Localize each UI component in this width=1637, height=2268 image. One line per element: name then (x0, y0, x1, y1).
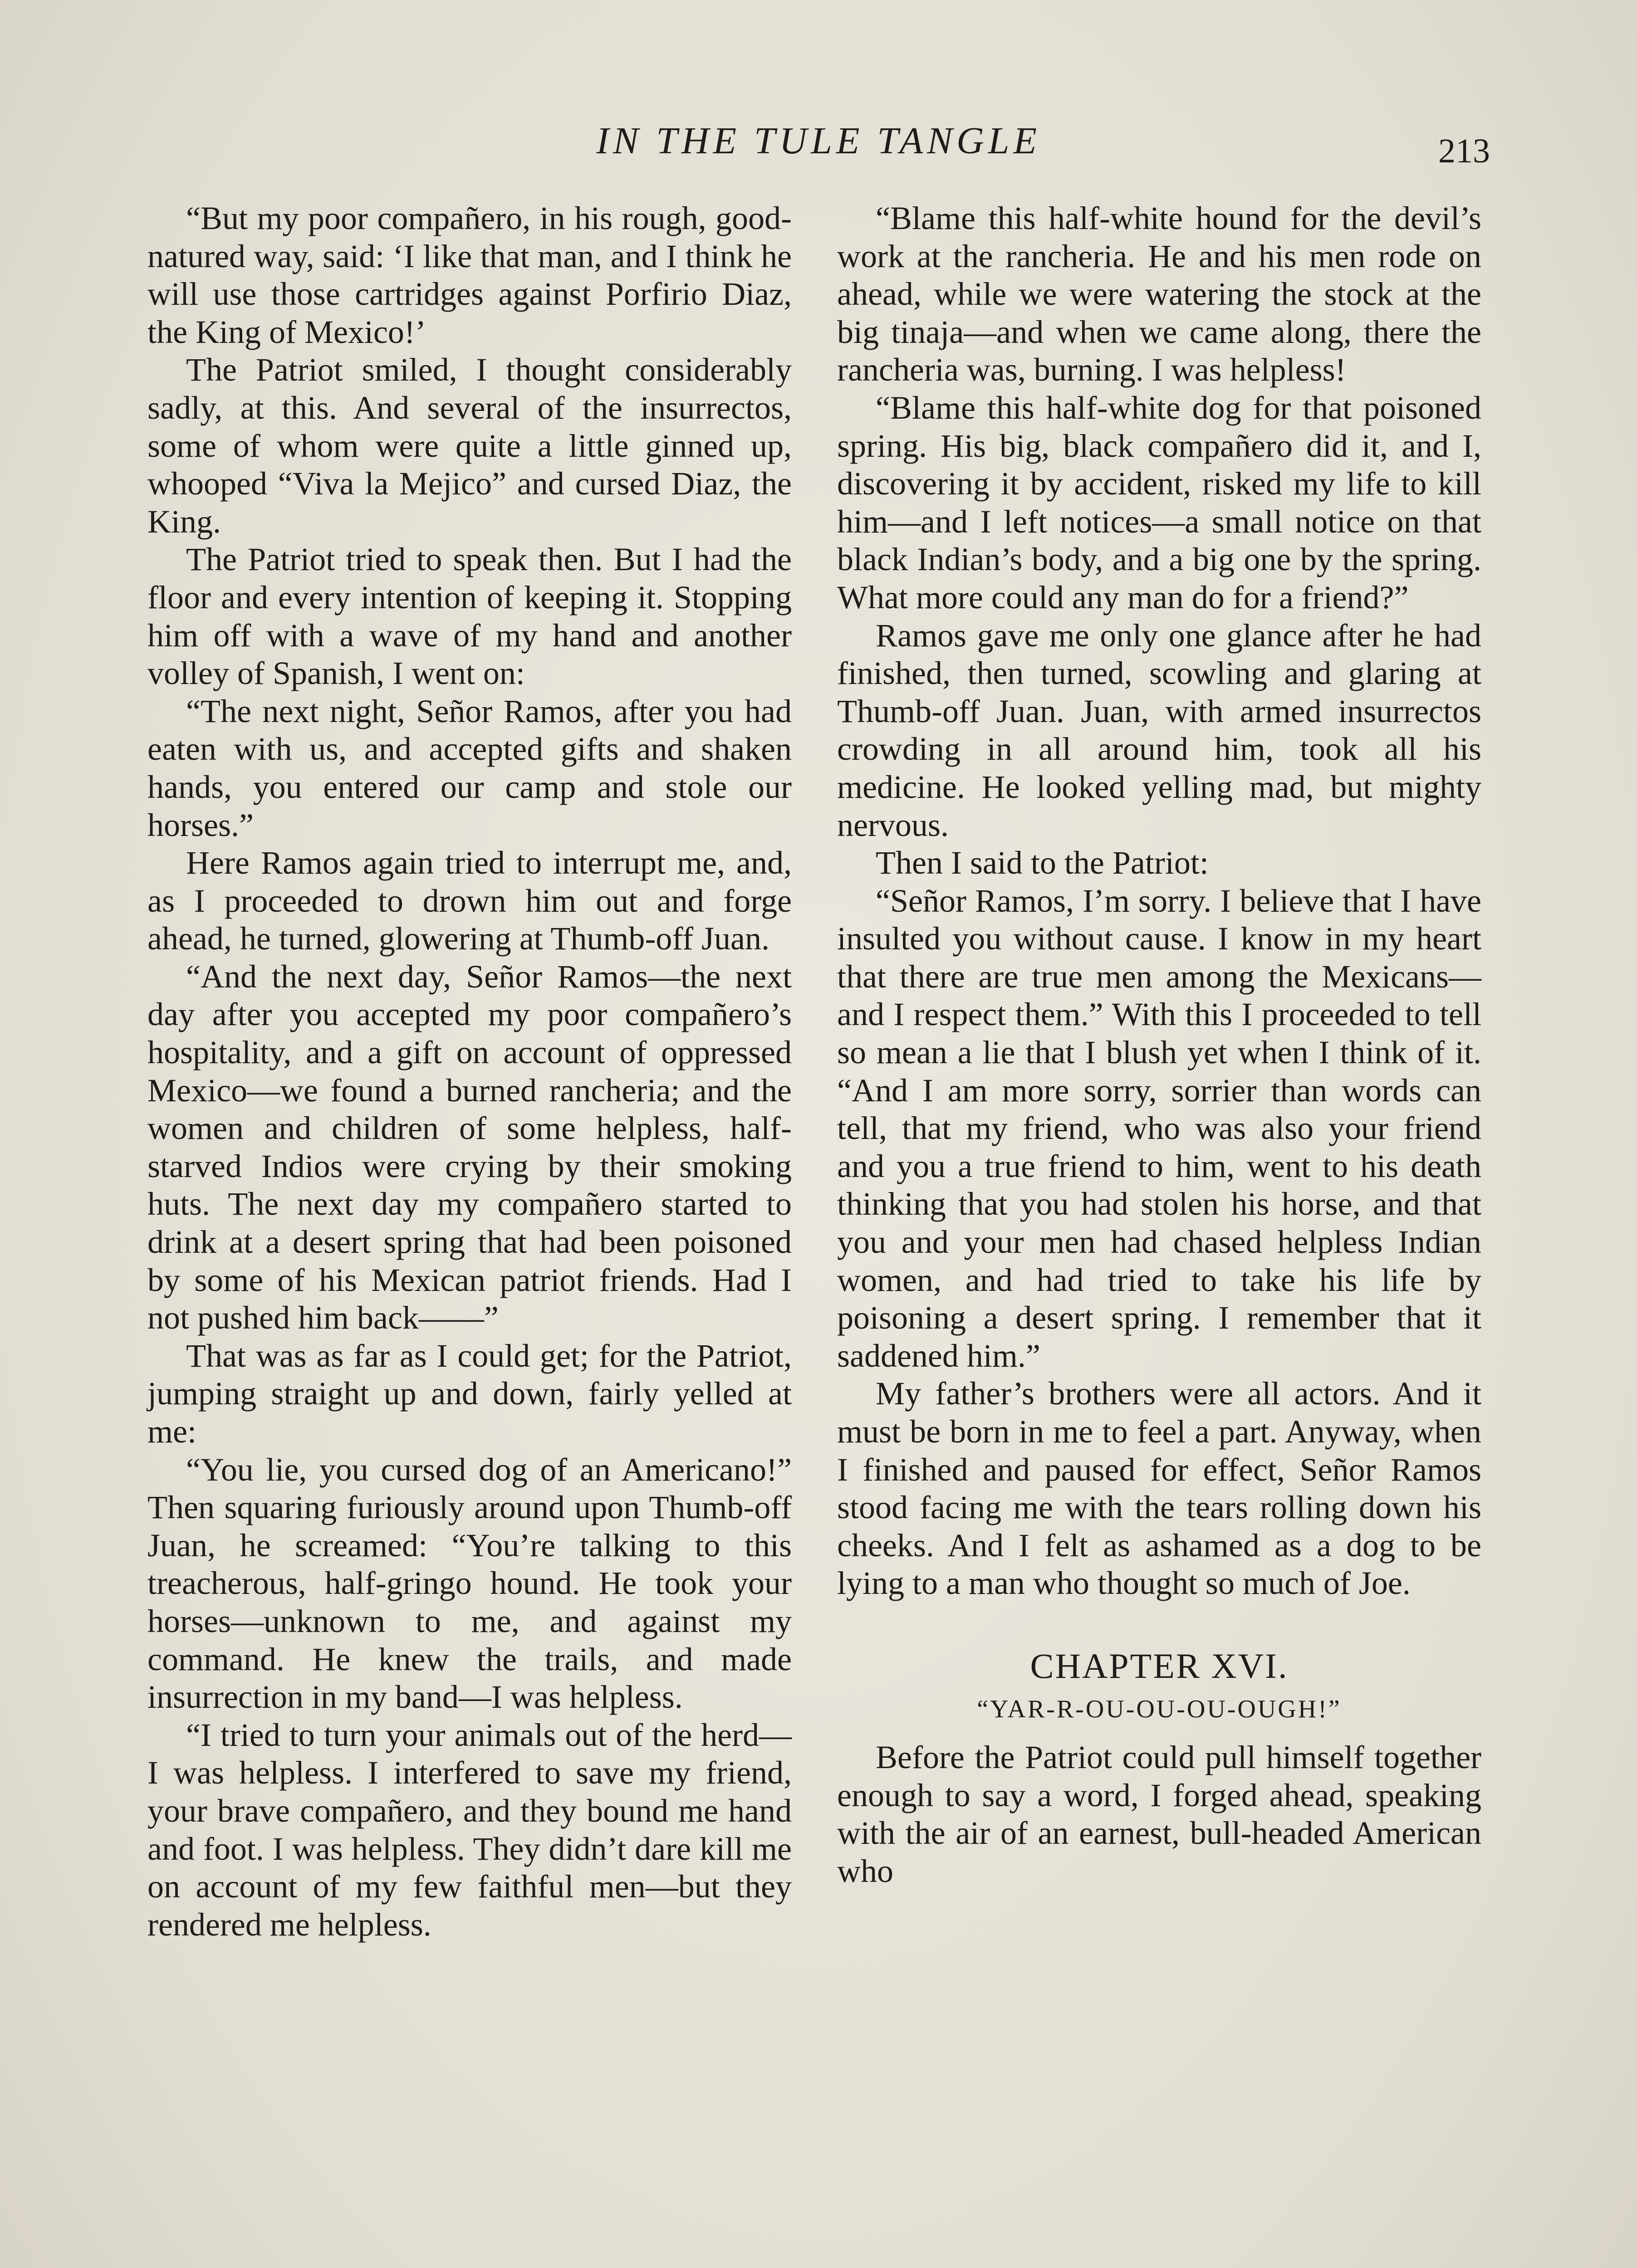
paragraph: “But my poor compañero, in his rough, good-natured way, said: ‘I like that man, and I think he will use those cartridges against Porfirio Diaz, the King of Mexico!’ (147, 200, 792, 350)
paragraph: The Patriot tried to speak then. But I had the floor and every intention of keeping it. Stopping him off with a wave of my hand and another volley of Spanish, I went on: (147, 541, 792, 692)
paragraph: “Blame this half-white dog for that poisoned spring. His big, black compañero did it, and I, discovering it by accident, risked my life to kill him—and I left notices—a small notice on that black Indian’s body, and a big one by the spring. What more could any man do for a friend?” (837, 389, 1481, 616)
paragraph: Ramos gave me only one glance after he had finished, then turned, scowling and glaring at Thumb-off Juan. Juan, with armed insurrectos crowding in all around him, took all his medicine. He looked yelling mad, but mighty nervous. (837, 617, 1481, 843)
paragraph: “Señor Ramos, I’m sorry. I believe that I have insulted you without cause. I know in my heart that there are true men among the Mexicans—and I respect them.” With this I proceeded to tell so mean a lie that I blush yet when I think of it. “And I am more sorry, sorrier than words can tell, that my friend, who was also your friend and you a true friend to him, went to his death thinking that you had stolen his horse, and that you and your men had chased helpless Indian women, and had tried to take his life by poisoning a desert spring. I remember that it saddened him.” (837, 882, 1481, 1374)
paragraph: Here Ramos again tried to interrupt me, and, as I proceeded to drown him out and forge ahead, he turned, glowering at Thumb-off Juan. (147, 845, 792, 957)
paragraph: That was as far as I could get; for the Patriot, jumping straight up and down, fairly yelled at me: (147, 1337, 792, 1450)
chapter-title: CHAPTER XVI. (1030, 1646, 1289, 1686)
paragraph: “And the next day, Señor Ramos—the next day after you accepted my poor compañero’s hospitality, and a gift on account of oppressed Mexico—we found a burned rancheria; and the women and children of some helpless, half-starved Indios were crying by their smoking huts. The next day my compañero started to drink at a desert spring that had been poisoned by some of his Mexican patriot friends. Had I not pushed him back——” (147, 958, 792, 1336)
paragraph: The Patriot smiled, I thought considerably sadly, at this. And several of the insurrectos, some of whom were quite a little ginned up, whooped “Viva la Mejico” and cursed Diaz, the King. (147, 352, 792, 540)
paragraph: Then I said to the Patriot: (876, 845, 1209, 881)
page-number: 213 (1438, 132, 1490, 170)
paragraph: “The next night, Señor Ramos, after you had eaten with us, and accepted gifts and shaken hands, you entered our camp and stole our horses.” (147, 693, 792, 843)
paragraph: “Blame this half-white hound for the devil’s work at the rancheria. He and his men rode on ahead, while we were watering the stock at the big tinaja—and when we came along, there the rancheria was, burning. I was helpless! (837, 200, 1481, 388)
chapter-opening-paragraph: Before the Patriot could pull himself together enough to say a word, I forged ahead, speaking with the air of an earnest, bull-headed American who (837, 1739, 1481, 1889)
right-column (837, 200, 1481, 1890)
paragraph: My father’s brothers were all actors. And it must be born in me to feel a part. Anyway, when I finished and paused for effect, Señor Ramos stood facing me with the tears rolling down his cheeks. And I felt as ashamed as a dog to be lying to a man who thought so much of Joe. (837, 1375, 1481, 1602)
running-title: IN THE TULE TANGLE (596, 120, 1041, 162)
paragraph: “You lie, you cursed dog of an Americano!” Then squaring furiously around upon Thumb-off Juan, he screamed: “You’re talking to this treacherous, half-gringo hound. He took your horses—unknown to me, and against my command. He knew the trails, and made insurrection in my band—I was helpless. (147, 1451, 792, 1716)
paragraph: “I tried to turn your animals out of the herd—I was helpless. I interfered to save my friend, your brave compañero, and they bound me hand and foot. I was helpless. They didn’t dare kill me on account of my few faithful men—but they rendered me helpless. (147, 1716, 792, 1943)
chapter-heading (837, 1643, 1481, 1730)
left-column (147, 200, 792, 1944)
chapter-subtitle: “YAR-R-OU-OU-OU-OUGH!” (977, 1695, 1342, 1723)
